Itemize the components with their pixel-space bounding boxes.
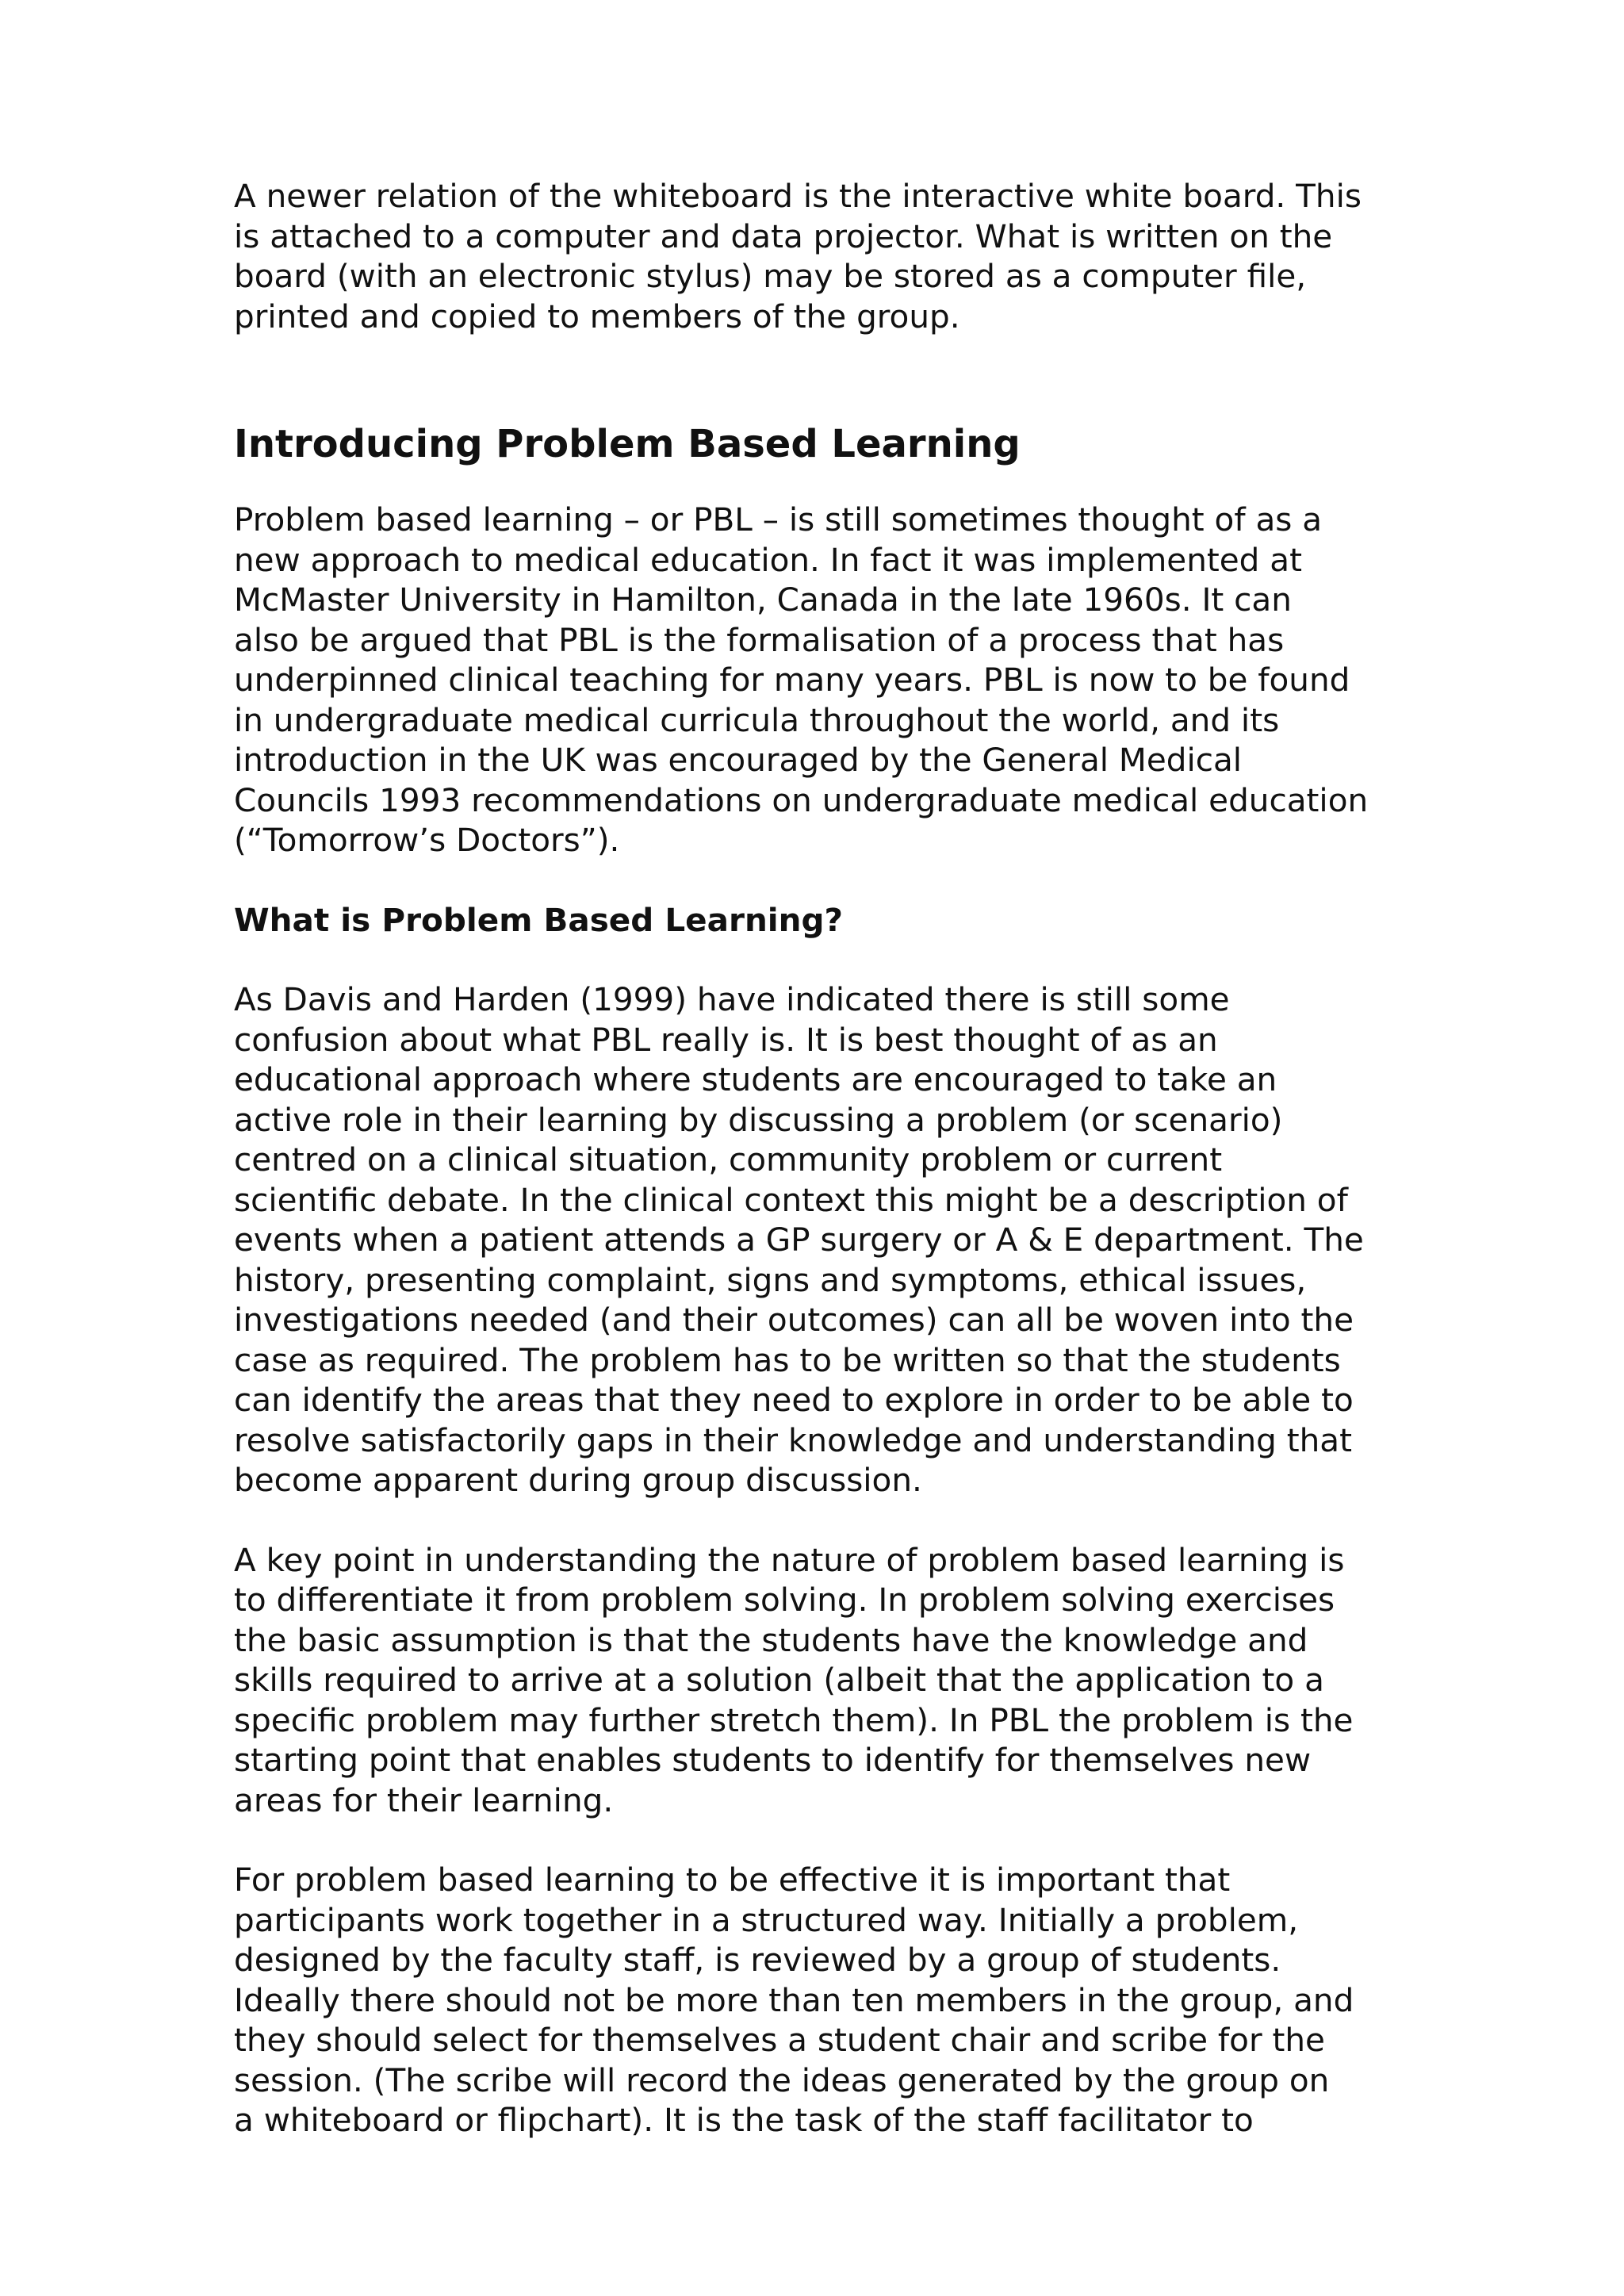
paragraph-pbl-definition: As Davis and Harden (1999) have indicated there is still some confusion about what PBL really is. It is best thought of as an educational approach where students are encouraged to take an active role in their learning by discussing a problem (or scenario) centred on a clinical situation, community problem or current scientific debate. In the clinical context this might be a description of events when a patient attends a GP surgery or A & E department. The history, presenting complaint, signs and symptoms, ethical issues, investigations needed (and their outcomes) can all be woven into the case as required. The problem has to be written so that the students can identify the areas that they need to explore in order to be able to resolve satisfactorily gaps in their knowledge and understanding that become apparent during group discussion. xyxy=(234,980,1364,1499)
paragraph-pbl-vs-problem-solving: A key point in understanding the nature of problem based learning is to differentiate it from problem solving. In problem solving exercises the basic assumption is that the students have the knowledge and skills required to arrive at a solution (albeit that the application to a specific problem may further stretch them). In PBL the problem is the starting point that enables students to identify for themselves new areas for their learning. xyxy=(234,1540,1354,1819)
subsection-heading-what-is-pbl: What is Problem Based Learning? xyxy=(234,900,843,939)
section-heading-introducing-pbl: Introducing Problem Based Learning xyxy=(234,422,1021,466)
paragraph-pbl-history: Problem based learning – or PBL – is still sometimes thought of as a new approach to medical education. In fact it was implemented at McMaster University in Hamilton, Canada in the late 1960s. It can also be argued that PBL is the formalisation of a process that has underpinned clinical teaching for many years. PBL is now to be found in undergraduate medical curricula throughout the world, and its introduction in the UK was encouraged by the General Medical Councils 1993 recommendations on undergraduate medical education (“Tomorrow’s Doctors”). xyxy=(234,500,1369,859)
paragraph-interactive-whiteboard: A newer relation of the whiteboard is the interactive white board. This is attached to a computer and data projector. What is written on the board (with an electronic stylus) may be stored as a computer file, printed and copied to members of the group. xyxy=(234,177,1362,335)
document-page xyxy=(234,176,1423,2141)
paragraph-pbl-structure: For problem based learning to be effective it is important that participants work together in a structured way. Initially a problem, designed by the faculty staff, is reviewed by a group of students. Ideally there should not be more than ten members in the group, and they should select for themselves a student chair and scribe for the session. (The scribe will record the ideas generated by the group on a whiteboard or flipchart). It is the task of the staff facilitator to xyxy=(234,1861,1354,2139)
